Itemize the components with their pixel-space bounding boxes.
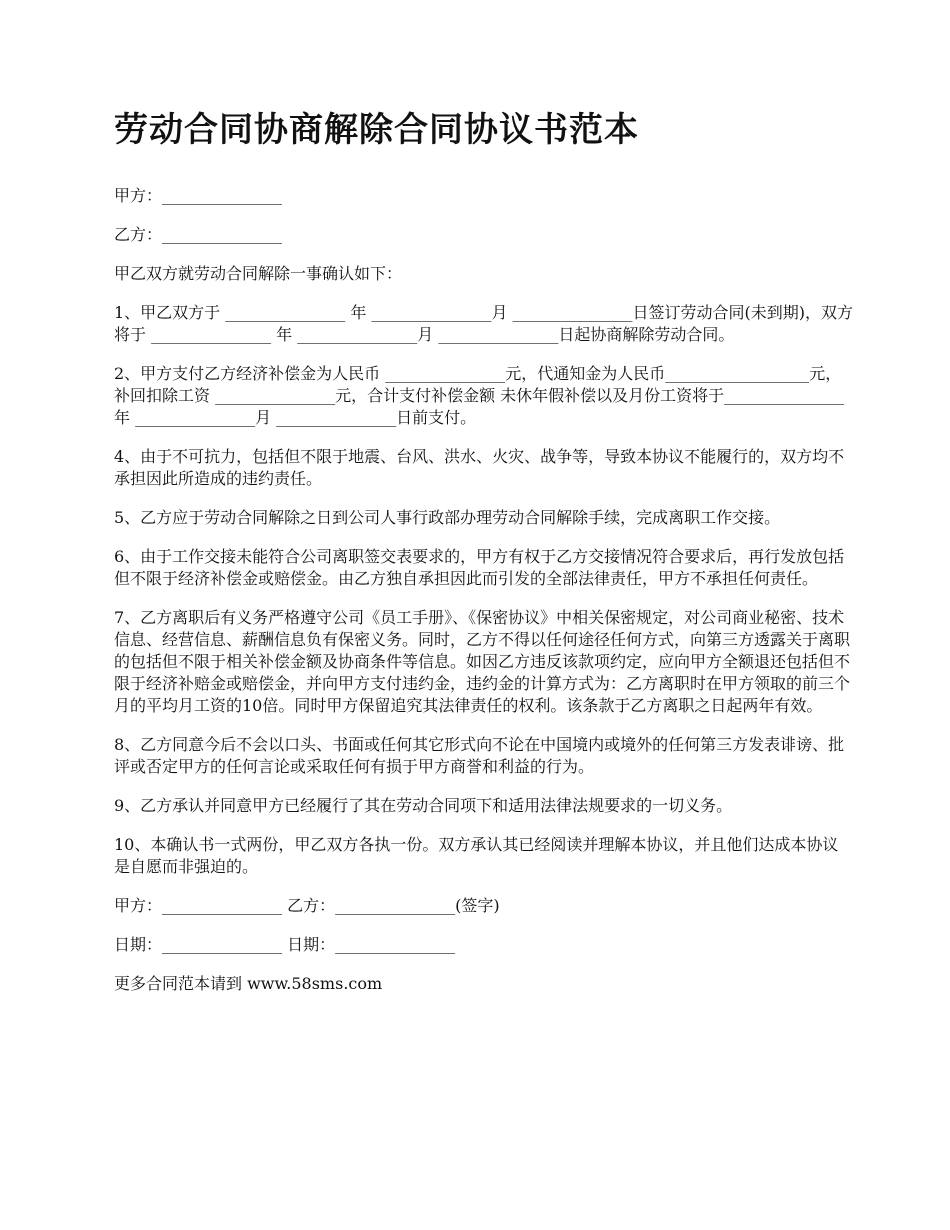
party-b-line: 乙方：_______________ — [114, 224, 283, 244]
clause-7: 7、乙方离职后有义务严格遵守公司《员工手册》、《保密协议》中相关保密规定，对公司商业秘密、技术信息、经营信息、薪酬信息负有保密义务。同时，乙方不得以任何途径任何方式，向第三方透露关于离职的包括但不限于相关补偿金额及协商条件等信息。如因乙方违反该款项约定，应向甲方全额退还包括但不限于经济补赔金或赔偿金，并向甲方支付违约金，违约金的计算方式为：乙方离职时在甲方领取的前三个月的平均月工资的10倍。同时甲方保留追究其法律责任的权利。该条款于乙方离职之日起两年有效。 — [114, 607, 851, 715]
clause-2: 2、甲方支付乙方经济补偿金为人民币 _______________元，代通知金为人民币__________________元，补回扣除工资 _______________元，合计支付补偿金额 未休年假补偿以及月份工资将于_______________ 年 _______________月 _______________日前支付。 — [114, 363, 845, 427]
clause-5: 5、乙方应于劳动合同解除之日到公司人事行政部办理劳动合同解除手续，完成离职工作交接。 — [114, 507, 781, 527]
clause-9: 9、乙方承认并同意甲方已经履行了其在劳动合同项下和适用法律法规要求的一切义务。 — [114, 795, 733, 815]
clause-8: 8、乙方同意今后不会以口头、书面或任何其它形式向不论在中国境内或境外的任何第三方发表诽谤、批评或否定甲方的任何言论或采取任何有损于甲方商誉和利益的行为。 — [114, 734, 845, 776]
document-title: 劳动合同协商解除合同协议书范本 — [114, 110, 639, 150]
party-a-line: 甲方：_______________ — [114, 185, 283, 205]
clause-1: 1、甲乙双方于 _______________ 年 _______________月 _______________日签订劳动合同(未到期)，双方将于 _______________ 年 _______________月 _______________日起协商解除劳动合同。 — [114, 302, 854, 344]
clause-10: 10、本确认书一式两份，甲乙双方各执一份。双方承认其已经阅读并理解本协议，并且他们达成本协议是自愿而非强迫的。 — [114, 834, 839, 876]
date-line: 日期：_______________ 日期：_______________ — [114, 934, 456, 954]
footer-link-text: 更多合同范本请到 www.58sms.com — [114, 973, 383, 993]
intro-paragraph: 甲乙双方就劳动合同解除一事确认如下： — [114, 263, 403, 283]
signature-line: 甲方：_______________ 乙方：_______________(签字) — [114, 895, 500, 915]
document-page — [114, 110, 854, 1012]
clause-4: 4、由于不可抗力，包括但不限于地震、台风、洪水、火灾、战争等，导致本协议不能履行的，双方均不承担因此所造成的违约责任。 — [114, 446, 845, 488]
clause-6: 6、由于工作交接未能符合公司离职签交表要求的，甲方有权于乙方交接情况符合要求后，再行发放包括但不限于经济补偿金或赔偿金。由乙方独自承担因此而引发的全部法律责任，甲方不承担任何责任。 — [114, 546, 845, 588]
